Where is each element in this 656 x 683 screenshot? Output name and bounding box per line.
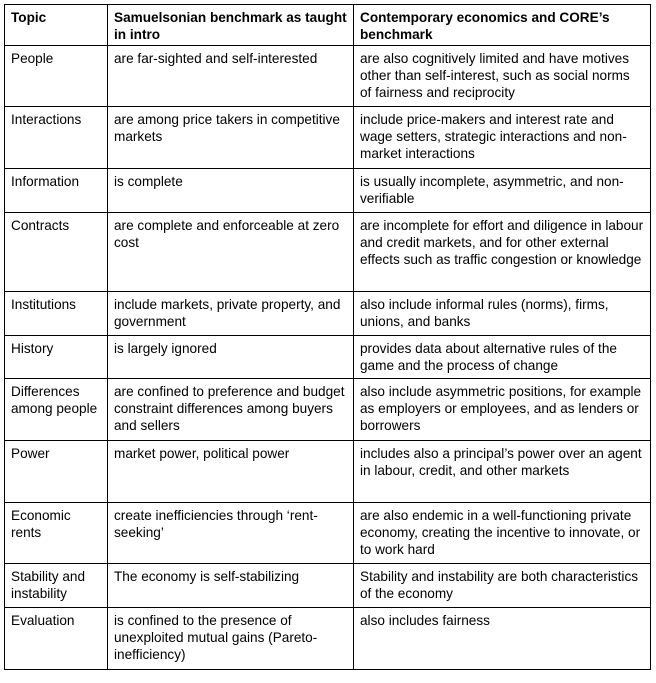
table-row xyxy=(5,608,651,670)
topic-cell: Power xyxy=(5,441,108,503)
topic-cell: Interactions xyxy=(5,107,108,169)
contemporary-cell: includes also a principal’s power over an agent in labour, credit, and other markets xyxy=(354,441,651,503)
contemporary-cell: also includes fairness xyxy=(354,608,651,670)
contemporary-cell: is usually incomplete, asymmetric, and non-verifiable xyxy=(354,169,651,213)
contemporary-cell: are incomplete for effort and diligence in labour and credit markets, and for other external effects such as traffic congestion or knowledge xyxy=(354,213,651,292)
contemporary-cell: are also endemic in a well-functioning private economy, creating the incentive to innovate, or to work hard xyxy=(354,503,651,564)
table-row xyxy=(5,213,651,292)
header-samuelsonian: Samuelsonian benchmark as taught in intro xyxy=(108,5,354,46)
topic-cell: Differences among people xyxy=(5,379,108,441)
topic-cell: Evaluation xyxy=(5,608,108,670)
samuelsonian-cell: The economy is self-stabilizing xyxy=(108,564,354,608)
samuelsonian-cell: are confined to preference and budget constraint differences among buyers and sellers xyxy=(108,379,354,441)
table-row xyxy=(5,292,651,336)
table-row xyxy=(5,336,651,379)
topic-cell: People xyxy=(5,46,108,107)
samuelsonian-cell: is confined to the presence of unexploited mutual gains (Pareto-inefficiency) xyxy=(108,608,354,670)
contemporary-cell: are also cognitively limited and have motives other than self-interest, such as social norms of fairness and reciprocity xyxy=(354,46,651,107)
samuelsonian-cell: is complete xyxy=(108,169,354,213)
contemporary-cell: provides data about alternative rules of the game and the process of change xyxy=(354,336,651,379)
topic-cell: Contracts xyxy=(5,213,108,292)
header-contemporary: Contemporary economics and CORE’s benchmark xyxy=(354,5,651,46)
samuelsonian-cell: include markets, private property, and government xyxy=(108,292,354,336)
topic-cell: Stability and instability xyxy=(5,564,108,608)
samuelsonian-cell: are among price takers in competitive markets xyxy=(108,107,354,169)
table-row xyxy=(5,503,651,564)
table-row xyxy=(5,107,651,169)
samuelsonian-cell: are complete and enforceable at zero cost xyxy=(108,213,354,292)
contemporary-cell: also include informal rules (norms), firms, unions, and banks xyxy=(354,292,651,336)
table-row xyxy=(5,379,651,441)
topic-cell: Institutions xyxy=(5,292,108,336)
table-row xyxy=(5,441,651,503)
contemporary-cell: include price-makers and interest rate and wage setters, strategic interactions and non-market interactions xyxy=(354,107,651,169)
header-topic: Topic xyxy=(5,5,108,46)
topic-cell: Economic rents xyxy=(5,503,108,564)
header-row xyxy=(5,5,651,46)
topic-cell: History xyxy=(5,336,108,379)
contemporary-cell: Stability and instability are both characteristics of the economy xyxy=(354,564,651,608)
contemporary-cell: also include asymmetric positions, for example as employers or employees, and as lenders or borrowers xyxy=(354,379,651,441)
comparison-table xyxy=(4,4,651,670)
samuelsonian-cell: is largely ignored xyxy=(108,336,354,379)
table-row xyxy=(5,564,651,608)
samuelsonian-cell: are far-sighted and self-interested xyxy=(108,46,354,107)
topic-cell: Information xyxy=(5,169,108,213)
table-row xyxy=(5,169,651,213)
table-row xyxy=(5,46,651,107)
samuelsonian-cell: create inefficiencies through ‘rent-seeking’ xyxy=(108,503,354,564)
samuelsonian-cell: market power, political power xyxy=(108,441,354,503)
